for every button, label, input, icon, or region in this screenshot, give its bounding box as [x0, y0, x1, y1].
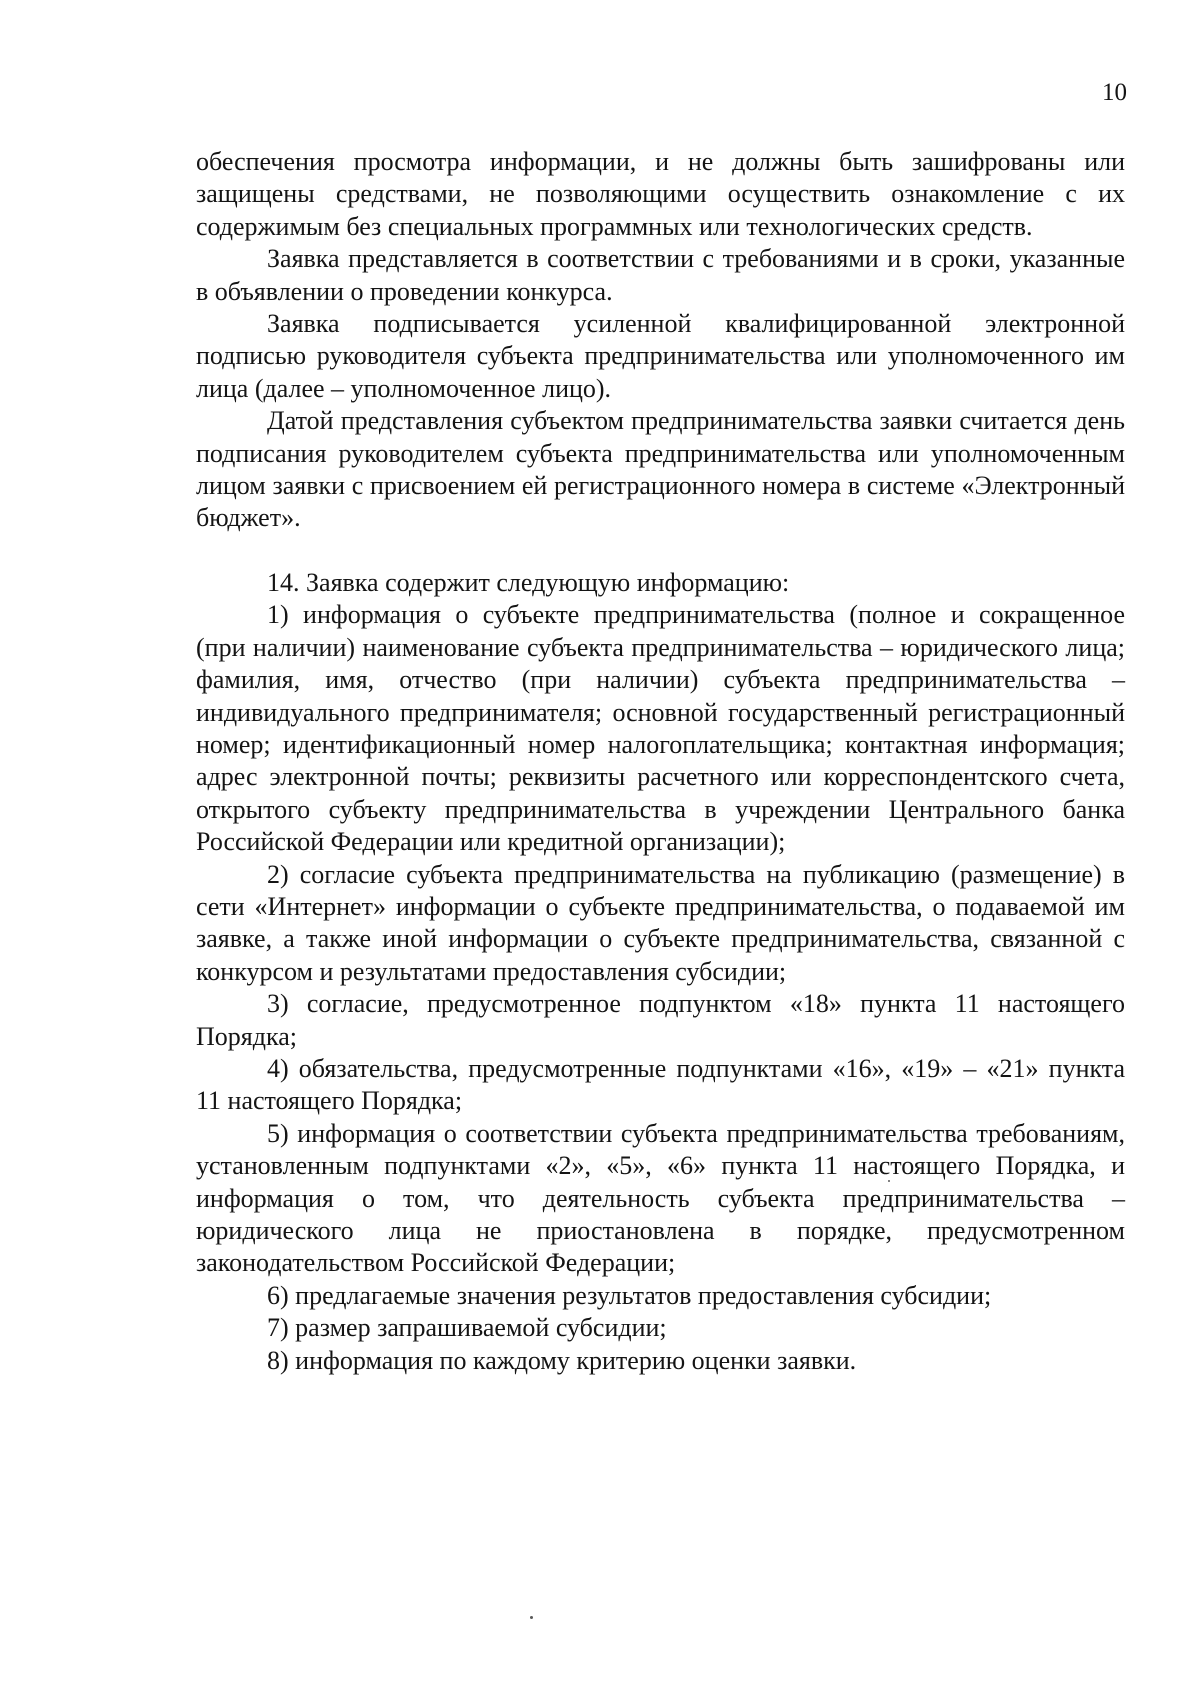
paragraph-application-signature: Заявка подписывается усиленной квалифицированной электронной подписью руководителя субъекта предпринимательства или уполномоченного им лица (далее – уполномоченное лицо). — [196, 309, 1125, 403]
scan-speck — [530, 1616, 533, 1619]
list-item-8: 8) информация по каждому критерию оценки заявки. — [267, 1345, 857, 1375]
list-item-7: 7) размер запрашиваемой субсидии; — [267, 1313, 667, 1343]
paragraph-application-submission: Заявка представляется в соответствии с требованиями и в сроки, указанные в объявлении о проведении конкурса. — [196, 244, 1125, 306]
page-number: 10 — [1102, 79, 1127, 106]
document-body — [196, 146, 1125, 1377]
list-item-3: 3) согласие, предусмотренное подпунктом «18» пункта 11 настоящего Порядка; — [196, 989, 1125, 1051]
scan-speck — [888, 1180, 890, 1182]
list-item-4: 4) обязательства, предусмотренные подпунктами «16», «19» – «21» пункта 11 настоящего Порядка; — [196, 1053, 1125, 1116]
list-item-5: 5) информация о соответствии субъекта предпринимательства требованиям, установленным подпунктами «2», «5», «6» пункта 11 настоящего Порядка, и информация о том, что деятельность субъекта предпринимательства – юридического лица не приостановлена в порядке, предусмотренном законодательством Российской Федерации; — [196, 1118, 1125, 1278]
list-item-1: 1) информация о субъекте предпринимательства (полное и сокращенное (при наличии) наименование субъекта предпринимательства – юридического лица; фамилия, имя, отчество (при наличии) субъекта предпринимательства – индивидуального предпринимателя; основной государственный регистрационный номер; идентификационный номер налогоплательщика; контактная информация; адрес электронной почты; реквизиты расчетного или корреспондентского счета, открытого субъекту предпринимательства в учреждении Центрального банка Российской Федерации или кредитной организации); — [196, 600, 1125, 857]
paragraph-continuation: обеспечения просмотра информации, и не должны быть зашифрованы или защищены средствами, не позволяющими осуществить ознакомление с их содержимым без специальных программных или технологических средств. — [196, 147, 1125, 241]
list-item-2: 2) согласие субъекта предпринимательства на публикацию (размещение) в сети «Интернет» информации о субъекте предпринимательства, о подаваемой им заявке, а также иной информации о субъекте предпринимательства, связанной с конкурсом и результатами предоставления субсидии; — [196, 859, 1125, 986]
list-item-6: 6) предлагаемые значения результатов предоставления субсидии; — [267, 1280, 992, 1310]
paragraph-item-14-heading: 14. Заявка содержит следующую информацию: — [267, 567, 790, 597]
paragraph-submission-date: Датой представления субъектом предпринимательства заявки считается день подписания руководителем субъекта предпринимательства или уполномоченным лицом заявки с присвоением ей регистрационного номера в системе «Электронный бюджет». — [196, 406, 1125, 533]
